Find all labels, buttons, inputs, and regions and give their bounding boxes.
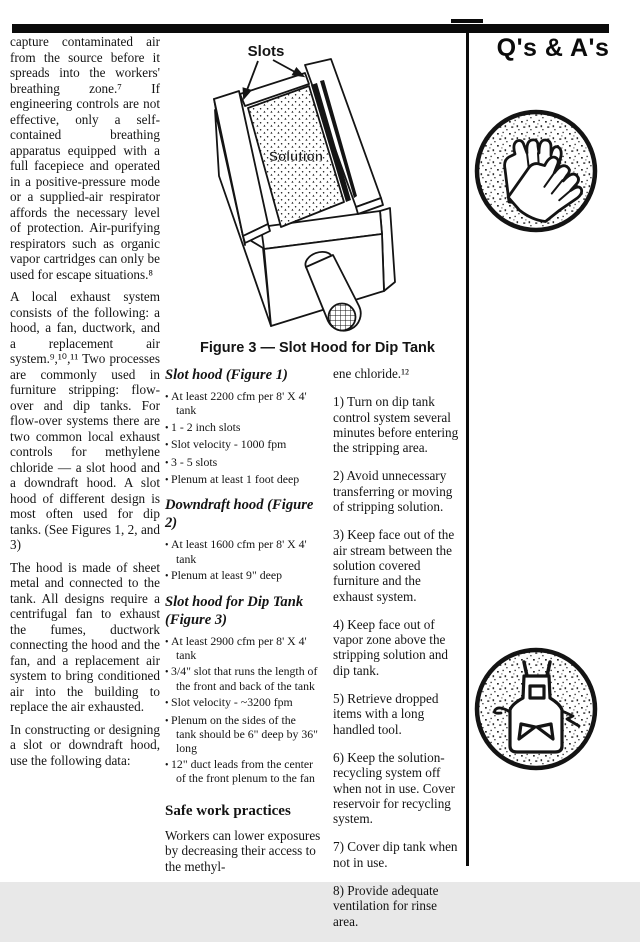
- figure-slot-hood: [175, 30, 460, 356]
- scan-artifact: [451, 19, 483, 23]
- paragraph-lead: ene chloride.¹²: [333, 366, 410, 381]
- slots-arrow-right-line: [273, 60, 295, 72]
- apron-icon: [472, 645, 600, 773]
- figure-caption: Figure 3 — Slot Hood for Dip Tank: [200, 340, 435, 356]
- list-item: • Slot velocity - ~3200 fpm: [165, 696, 318, 710]
- middle-column: [165, 366, 328, 874]
- practice-item: 6) Keep the solution-recycling system off when not in use. Cover reservoir for recycling system.: [333, 749, 455, 827]
- list-item: • At least 1600 cfm per 8' X 4' tank: [165, 538, 318, 566]
- list-item: • 1 - 2 inch slots: [165, 421, 318, 435]
- practice-item: 1) Turn on dip tank control system several minutes before entering the stripping area.: [333, 394, 459, 456]
- practice-item: 2) Avoid unnecessary transferring or moving of stripping solution.: [333, 468, 453, 515]
- list-item: • Plenum at least 1 foot deep: [165, 473, 318, 487]
- practice-item: 3) Keep face out of the air stream between the solution covered furniture and the exhaust system.: [333, 527, 455, 604]
- slots-label: Slots: [247, 43, 285, 60]
- slot-hood-spec-list: [165, 390, 318, 487]
- practice-item: 8) Provide adequate ventilation for rinse area.: [333, 883, 439, 929]
- column-divider-line: [466, 33, 469, 866]
- list-item: • At least 2200 cfm per 8' X 4' tank: [165, 390, 318, 418]
- slots-arrow-left-line: [247, 61, 258, 90]
- list-item: • 12" duct leads from the center of the front plenum to the fan: [165, 758, 318, 786]
- duct-end-grille: [329, 304, 356, 331]
- solution-label: Solution: [269, 149, 323, 164]
- downdraft-hood-spec-list: [165, 538, 318, 583]
- dip-tank-illustration: [175, 30, 460, 338]
- list-item: • At least 2900 cfm per 8' X 4' tank: [165, 635, 318, 663]
- practice-item: 7) Cover dip tank when not in use.: [333, 839, 458, 870]
- gloves-icon: [472, 107, 600, 235]
- section-heading-slot-hood: Slot hood (Figure 1): [165, 367, 288, 383]
- left-column: [10, 34, 160, 775]
- list-item: • 3/4" slot that runs the length of the front and back of the tank: [165, 665, 318, 693]
- list-item: • Plenum on the sides of the tank should be 6" deep by 36" long: [165, 714, 318, 755]
- list-item: • 3 - 5 slots: [165, 456, 318, 470]
- apron-chest-pocket: [530, 686, 544, 698]
- section-heading-dip-tank-hood: Slot hood for Dip Tank (Figure 3): [165, 593, 304, 628]
- practice-item: 5) Retrieve dropped items with a long handled tool.: [333, 691, 439, 737]
- list-item: • Slot velocity - 1000 fpm: [165, 438, 318, 452]
- qa-sidebar-title: Q's & A's: [496, 34, 610, 62]
- list-item: • Plenum at least 9" deep: [165, 569, 318, 583]
- paragraph-hood-construction: The hood is made of sheet metal and connected to the tank. All designs require a centrifugal fan to exhaust the fumes, ductwork connecting the hood and the fan, and a replacement air system to bring conditioned air into the building to replace the air exhausted.: [10, 559, 160, 714]
- section-heading-safe-work: Safe work practices: [165, 802, 291, 819]
- section-heading-downdraft-hood: Downdraft hood (Figure 2): [165, 497, 314, 532]
- paragraph-respirators: capture contaminated air from the source before it spreads into the workers' breathing zone.⁷ If engineering controls are not effective, only a self-contained breathing apparatus equipped with a full facepiece and operated in a positive-pressure mode or a supplied-air respirator affords the necessary level of protection. Air-purifying respirators such as organic vapor cartridges can only be used for escape situations.⁸: [10, 34, 160, 282]
- paragraph-design-data: In constructing or designing a slot or downdraft hood, use the following data:: [10, 721, 160, 768]
- right-column: [333, 366, 462, 942]
- paragraph-exhaust-system: A local exhaust system consists of the following: a hood, a fan, ductwork, and a replacement air system.⁹,¹⁰,¹¹ Two processes are commonly used in furniture stripping: flow-over and dip tanks. For flow-over systems there are two common local exhaust controls for methylene chloride — a slot hood and a downdraft hood. A slot hood of different design is most often used for dip tanks. (See Figures 1, 2, and 3): [10, 289, 160, 552]
- practice-item: 4) Keep face out of vapor zone above the stripping solution and dip tank.: [333, 616, 449, 678]
- slots-arrow-right-head: [293, 69, 303, 77]
- dip-tank-spec-list: [165, 635, 318, 786]
- paragraph-safe-work: Workers can lower exposures by decreasing their access to the methyl-: [165, 827, 321, 874]
